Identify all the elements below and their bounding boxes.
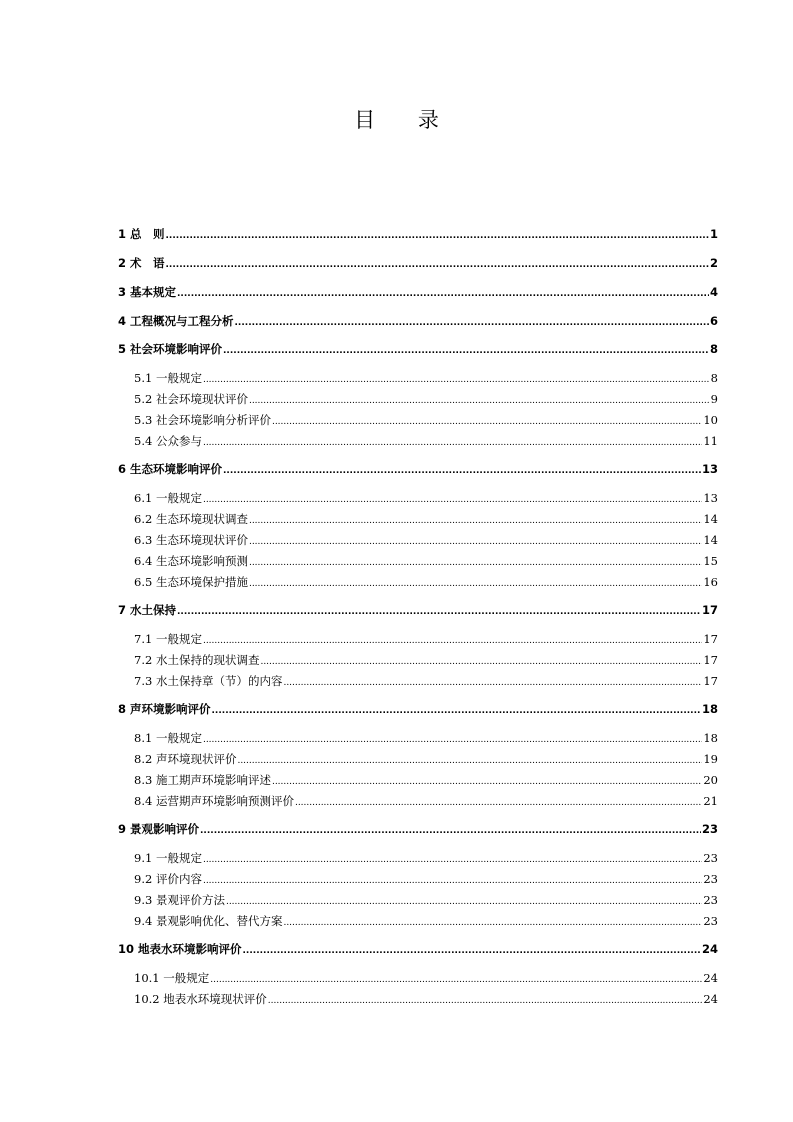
toc-section-entry[interactable] — [118, 412, 718, 428]
toc-entry-title: 6.3 生态环境现状评价 — [134, 533, 248, 547]
toc-page-number: 23 — [701, 822, 718, 836]
toc-page-number: 18 — [701, 702, 718, 716]
toc-chapter-entry[interactable] — [118, 255, 718, 271]
toc-entry-title: 5.2 社会环境现状评价 — [134, 392, 248, 406]
toc-section-entry[interactable] — [118, 490, 718, 506]
toc-entry-title: 10 地表水环境影响评价 — [118, 942, 242, 956]
toc-section-entry[interactable] — [118, 913, 718, 929]
dot-leader — [249, 558, 702, 568]
dot-leader — [203, 375, 710, 385]
dot-leader — [200, 826, 701, 836]
dot-leader — [203, 735, 702, 745]
toc-entry-title: 9 景观影响评价 — [118, 822, 200, 836]
toc-entry-title: 2 术 语 — [118, 256, 165, 270]
dot-leader — [249, 396, 710, 406]
toc-chapter-entry[interactable] — [118, 341, 718, 357]
dot-leader — [237, 756, 702, 766]
dot-leader — [203, 495, 702, 505]
toc-entry-title: 8.3 施工期声环境影响评述 — [134, 773, 271, 787]
toc-page-number: 13 — [703, 491, 718, 505]
toc-section-entry[interactable] — [118, 991, 718, 1007]
toc-page-number: 14 — [703, 533, 718, 547]
toc-page-number: 17 — [701, 603, 718, 617]
dot-leader — [283, 918, 702, 928]
toc-page-number: 24 — [703, 992, 718, 1006]
toc-page-number: 23 — [703, 851, 718, 865]
dot-leader — [272, 777, 702, 787]
toc-page-number: 17 — [703, 674, 718, 688]
toc-section-entry[interactable] — [118, 574, 718, 590]
dot-leader — [249, 516, 702, 526]
toc-section-entry[interactable] — [118, 391, 718, 407]
toc-entry-title: 6.4 生态环境影响预测 — [134, 554, 248, 568]
toc-entry-title: 5.4 公众参与 — [134, 434, 202, 448]
dot-leader — [249, 579, 702, 589]
toc-chapter-entry[interactable] — [118, 701, 718, 717]
toc-section-entry[interactable] — [118, 772, 718, 788]
toc-entry-title: 6.2 生态环境现状调查 — [134, 512, 248, 526]
dot-leader — [235, 318, 709, 328]
toc-chapter-entry[interactable] — [118, 226, 718, 242]
toc-page-number: 9 — [710, 392, 718, 406]
toc-chapter-entry[interactable] — [118, 602, 718, 618]
toc-entry-title: 6 生态环境影响评价 — [118, 462, 223, 476]
toc-section-entry[interactable] — [118, 970, 718, 986]
dot-leader — [203, 855, 702, 865]
dot-leader — [226, 897, 702, 907]
toc-page-number: 17 — [703, 653, 718, 667]
toc-page-number: 14 — [703, 512, 718, 526]
toc-section-entry[interactable] — [118, 850, 718, 866]
toc-entry-title: 9.1 一般规定 — [134, 851, 202, 865]
toc-page-number: 24 — [703, 971, 718, 985]
dot-leader — [260, 657, 702, 667]
toc-entry-title: 5.3 社会环境影响分析评价 — [134, 413, 271, 427]
toc-page-number: 23 — [703, 872, 718, 886]
toc-page-number: 18 — [703, 731, 718, 745]
toc-chapter-entry[interactable] — [118, 821, 718, 837]
toc-page-number: 23 — [703, 914, 718, 928]
dot-leader — [203, 438, 702, 448]
toc-page-number: 6 — [709, 314, 718, 328]
toc-page-number: 8 — [710, 371, 718, 385]
toc-page-number: 19 — [703, 752, 718, 766]
toc-section-entry[interactable] — [118, 370, 718, 386]
toc-section-entry[interactable] — [118, 673, 718, 689]
toc-entry-title: 6.5 生态环境保护措施 — [134, 575, 248, 589]
toc-entry-title: 4 工程概况与工程分析 — [118, 314, 234, 328]
toc-section-entry[interactable] — [118, 871, 718, 887]
toc-section-entry[interactable] — [118, 631, 718, 647]
dot-leader — [283, 678, 702, 688]
toc-entry-title: 10.1 一般规定 — [134, 971, 210, 985]
dot-leader — [166, 260, 709, 270]
toc-entry-title: 8.4 运营期声环境影响预测评价 — [134, 794, 294, 808]
toc-page-number: 2 — [709, 256, 718, 270]
toc-chapter-entry[interactable] — [118, 461, 718, 477]
toc-entry-title: 7.2 水土保持的现状调查 — [134, 653, 260, 667]
toc-entry-title: 5 社会环境影响评价 — [118, 342, 223, 356]
toc-entry-title: 7 水土保持 — [118, 603, 177, 617]
toc-section-entry[interactable] — [118, 532, 718, 548]
toc-entry-title: 1 总 则 — [118, 227, 165, 241]
toc-page-number: 20 — [703, 773, 718, 787]
toc-section-entry[interactable] — [118, 511, 718, 527]
toc-entry-title: 7.3 水土保持章（节）的内容 — [134, 674, 283, 688]
dot-leader — [212, 706, 701, 716]
toc-entry-title: 5.1 一般规定 — [134, 371, 202, 385]
toc-chapter-entry[interactable] — [118, 313, 718, 329]
toc-page-number: 1 — [709, 227, 718, 241]
dot-leader — [177, 289, 709, 299]
toc-page-number: 24 — [701, 942, 718, 956]
toc-entry-title: 8 声环境影响评价 — [118, 702, 211, 716]
toc-entry-title: 9.3 景观评价方法 — [134, 893, 225, 907]
toc-section-entry[interactable] — [118, 751, 718, 767]
toc-entry-title: 3 基本规定 — [118, 285, 177, 299]
toc-page-number: 8 — [709, 342, 718, 356]
toc-entry-title: 7.1 一般规定 — [134, 632, 202, 646]
dot-leader — [203, 876, 702, 886]
dot-leader — [223, 466, 701, 476]
dot-leader — [177, 607, 701, 617]
toc-chapter-entry[interactable] — [118, 284, 718, 300]
toc-page-number: 10 — [703, 413, 718, 427]
toc-page-number: 23 — [703, 893, 718, 907]
dot-leader — [243, 946, 701, 956]
dot-leader — [249, 537, 702, 547]
toc-section-entry[interactable] — [118, 730, 718, 746]
toc-page-number: 11 — [703, 434, 718, 448]
toc-section-entry[interactable] — [118, 553, 718, 569]
toc-section-entry[interactable] — [118, 793, 718, 809]
dot-leader — [166, 231, 709, 241]
toc-chapter-entry[interactable] — [118, 941, 718, 957]
toc-section-entry[interactable] — [118, 433, 718, 449]
toc-entry-title: 8.1 一般规定 — [134, 731, 202, 745]
dot-leader — [272, 417, 702, 427]
dot-leader — [203, 636, 702, 646]
toc-entry-title: 6.1 一般规定 — [134, 491, 202, 505]
dot-leader — [223, 346, 709, 356]
toc-entry-title: 9.4 景观影响优化、替代方案 — [134, 914, 283, 928]
dot-leader — [268, 996, 703, 1006]
toc-entry-title: 8.2 声环境现状评价 — [134, 752, 237, 766]
toc-entry-title: 10.2 地表水环境现状评价 — [134, 992, 267, 1006]
dot-leader — [210, 975, 702, 985]
toc-entry-title: 9.2 评价内容 — [134, 872, 202, 886]
toc-page-number: 13 — [701, 462, 718, 476]
toc-page-number: 4 — [709, 285, 718, 299]
page-title: 目 录 — [354, 108, 457, 132]
dot-leader — [295, 798, 702, 808]
toc-page-number: 15 — [703, 554, 718, 568]
toc-section-entry[interactable] — [118, 892, 718, 908]
toc-page-number: 21 — [703, 794, 718, 808]
toc-section-entry[interactable] — [118, 652, 718, 668]
toc-page-number: 16 — [703, 575, 718, 589]
toc-page-number: 17 — [703, 632, 718, 646]
